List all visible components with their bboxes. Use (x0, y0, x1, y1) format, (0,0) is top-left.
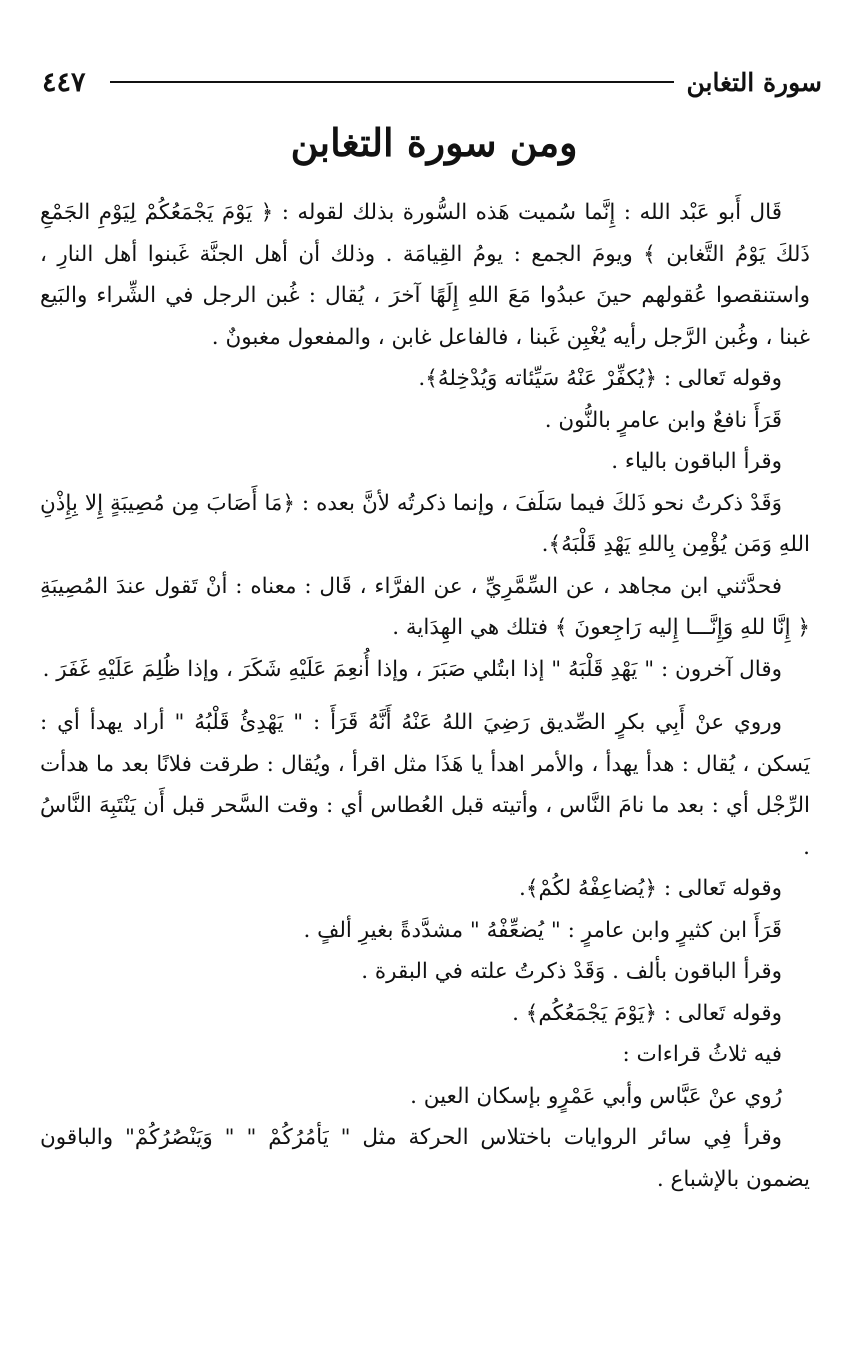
paragraph-reading-ibn-kathir: قَرَأَ ابن كثيرٍ وابن عامرٍ : " يُضعِّفْهُ " مشدَّدةً بغيرِ ألفٍ . (303, 917, 782, 943)
running-header (42, 62, 822, 102)
paragraph-ma-asaba: وَقَدْ ذكرتُ نحو ذَلكَ فيما سَلَفَ ، وإنما ذكرتُه لأنَّ بعده : ﴿مَا أَصَابَ مِن مُصِيبَةٍ إِلا بِإِذْنِ اللهِ وَمَن يُؤْمِن بِاللهِ يَهْدِ قَلْبَهُ﴾. (40, 490, 810, 557)
paragraph-three-readings: فيه ثلاثُ قراءات : (622, 1042, 782, 1067)
paragraph-akharun: وقال آخرون : " يَهْدِ قَلْبَهُ " إذا ابتُلي صَبَرَ ، وإذا أُنعِمَ عَلَيْهِ شَكَرَ ، وإذا ظُلِمَ عَلَيْهِ غَفَرَ . (42, 656, 782, 682)
paragraph-name-explanation: قَال أَبو عَبْد الله : إِنَّما سُميت هَذه السُّورة بذلك لقوله : ﴿ يَوْمَ يَجْمَعُكُمْ لِيَوْمِ الجَمْعِ ذَلكَ يَوْمُ التَّغابن ﴾ ويومَ الجمع : يومُ القِيامَة . وذلك أن أهل الجنَّة غَبنوا أهل النارِ ، واستنقصوا عُقولهم حينَ عبدُوا مَعَ اللهِ إِلَهًا آخرَ ، يُقال : غُبن الرجل في الشِّراء والبَيع غبنا ، وغُبن الرَّجل رأيه يُغْبِن غَبنا ، فالفاعل غابن ، والمفعول مغبونٌ . (40, 200, 810, 350)
chapter-heading: ومن سورة التغابن (290, 120, 578, 165)
body-text (40, 192, 810, 1200)
paragraph-reading-nafi: قَرَأَ نافعٌ وابن عامرٍ بالنُّون . (544, 407, 782, 433)
paragraph-verse-yawma: وقوله تَعالى : ﴿يَوْمَ يَجْمَعُكُم﴾ . (512, 1000, 782, 1026)
paragraph-abu-bakr: وروي عنْ أَبِي بكرٍ الصِّديق رَضِيَ اللهُ عَنْهُ أَنَّهُ قَرَأَ : " يَهْدِئُ قَلْبُهُ " أراد يهدأ أي : يَسكن ، يُقال : هدأ يهدأ ، والأمر اهدأ يا هَذَا مثل اقرأ ، ويُقال : طرقت فلانًا بعد ما هدأت الرِّجْل أي : بعد ما نامَ النَّاس ، وأتيته قبل العُطاس أي : وقت السَّحر قبل أَن يَنْتَبِهَ النَّاسُ . (40, 710, 810, 860)
paragraph-ikhtilas: وقرأ فِي سائر الروايات باختلاس الحركة مثل " يَأمُرُكُمْ " " وَيَنْصُرُكُمْ" والباقون يضمون بالإشباع . (40, 1125, 810, 1192)
header-rule (110, 81, 675, 83)
paragraph-reading-alif: وقرأ الباقون بألف . وَقَدْ ذكرتُ علته في البقرة . (361, 959, 782, 984)
paragraph-verse-yukaffir: وقوله تَعالى : ﴿يُكفِّرْ عَنْهُ سَيِّئاته وَيُدْخِلهُ﴾. (418, 366, 782, 391)
paragraph-verse-yudaifhu: وقوله تَعالى : ﴿يُضاعِفْهُ لكُمْ﴾. (519, 876, 782, 901)
paragraph-reading-others: وقرأ الباقون بالياء . (611, 449, 782, 474)
page-number: ٤٤٧ (42, 66, 86, 98)
paragraph-abbas: رُوي عنْ عَبَّاس وأبي عَمْرٍو بإسكان العين . (410, 1083, 782, 1109)
paragraph-farra: فحدَّثني ابن مجاهد ، عن السِّمَّرِيِّ ، عن الفرَّاء ، قَال : معناه : أنْ تَقول عندَ المُصِيبَةِ ﴿ إِنَّا للهِ وَإِنَّـــا إِليه رَاجِعونَ ﴾ فتلك هي الهِدَاية . (40, 573, 810, 640)
running-header-title: سورة التغابن (686, 67, 822, 97)
